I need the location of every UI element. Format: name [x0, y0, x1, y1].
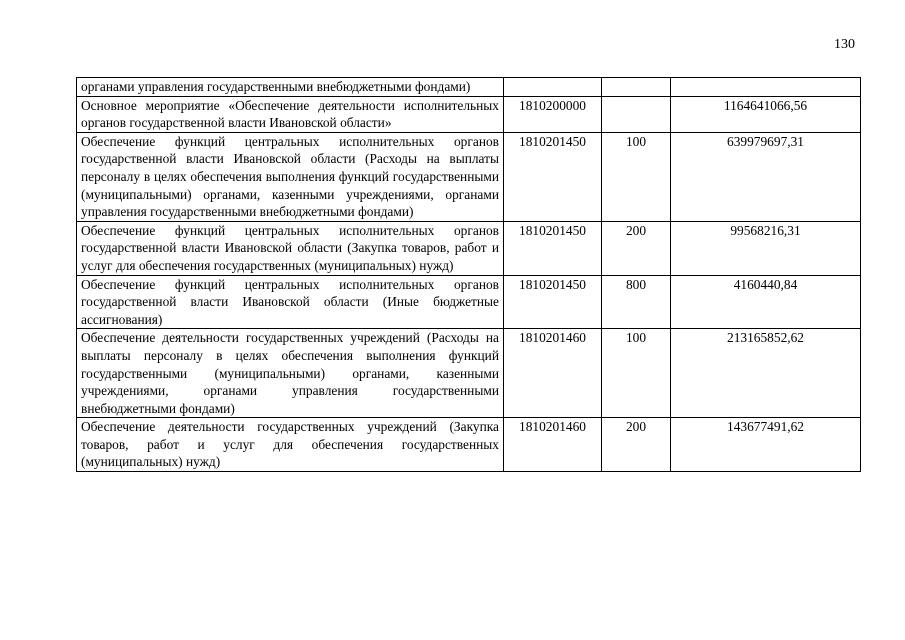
cell-expense-type — [602, 96, 671, 132]
cell-name: Основное мероприятие «Обеспечение деятельности исполнительных органов государственной власти Ивановской области» — [77, 96, 504, 132]
cell-expense-type — [602, 78, 671, 97]
cell-expense-type: 200 — [602, 221, 671, 275]
table-row — [77, 275, 861, 329]
cell-name: органами управления государственными внебюджетными фондами) — [77, 78, 504, 97]
cell-expense-type: 200 — [602, 418, 671, 472]
cell-sum: 213165852,62 — [671, 329, 861, 418]
table-row — [77, 96, 861, 132]
cell-sum: 143677491,62 — [671, 418, 861, 472]
cell-code: 1810200000 — [504, 96, 602, 132]
table-row — [77, 132, 861, 221]
cell-name: Обеспечение деятельности государственных учреждений (Расходы на выплаты персоналу в целях обеспечения выполнения функций государственными (муниципальными) органами, казенными учреждениями, органами управления государственными внебюджетными фондами) — [77, 329, 504, 418]
cell-sum: 4160440,84 — [671, 275, 861, 329]
cell-code: 1810201450 — [504, 221, 602, 275]
table-row — [77, 418, 861, 472]
cell-expense-type: 800 — [602, 275, 671, 329]
table-row — [77, 78, 861, 97]
table-row — [77, 221, 861, 275]
budget-table — [76, 77, 861, 472]
cell-code: 1810201450 — [504, 132, 602, 221]
table-row — [77, 329, 861, 418]
cell-sum: 1164641066,56 — [671, 96, 861, 132]
cell-code: 1810201460 — [504, 329, 602, 418]
cell-code — [504, 78, 602, 97]
cell-sum: 639979697,31 — [671, 132, 861, 221]
cell-name: Обеспечение функций центральных исполнительных органов государственной власти Ивановской области (Закупка товаров, работ и услуг для обеспечения государственных (муниципальных) нужд) — [77, 221, 504, 275]
cell-name: Обеспечение функций центральных исполнительных органов государственной власти Ивановской области (Иные бюджетные ассигнования) — [77, 275, 504, 329]
cell-code: 1810201460 — [504, 418, 602, 472]
cell-sum: 99568216,31 — [671, 221, 861, 275]
cell-sum — [671, 78, 861, 97]
page-number: 130 — [834, 37, 855, 52]
cell-code: 1810201450 — [504, 275, 602, 329]
cell-expense-type: 100 — [602, 132, 671, 221]
cell-name: Обеспечение деятельности государственных учреждений (Закупка товаров, работ и услуг для обеспечения государственных (муниципальных) нужд) — [77, 418, 504, 472]
cell-expense-type: 100 — [602, 329, 671, 418]
cell-name: Обеспечение функций центральных исполнительных органов государственной власти Ивановской области (Расходы на выплаты персоналу в целях обеспечения выполнения функций государственными (муниципальными) органами, казенными учреждениями, органами управления государственными внебюджетными фондами) — [77, 132, 504, 221]
